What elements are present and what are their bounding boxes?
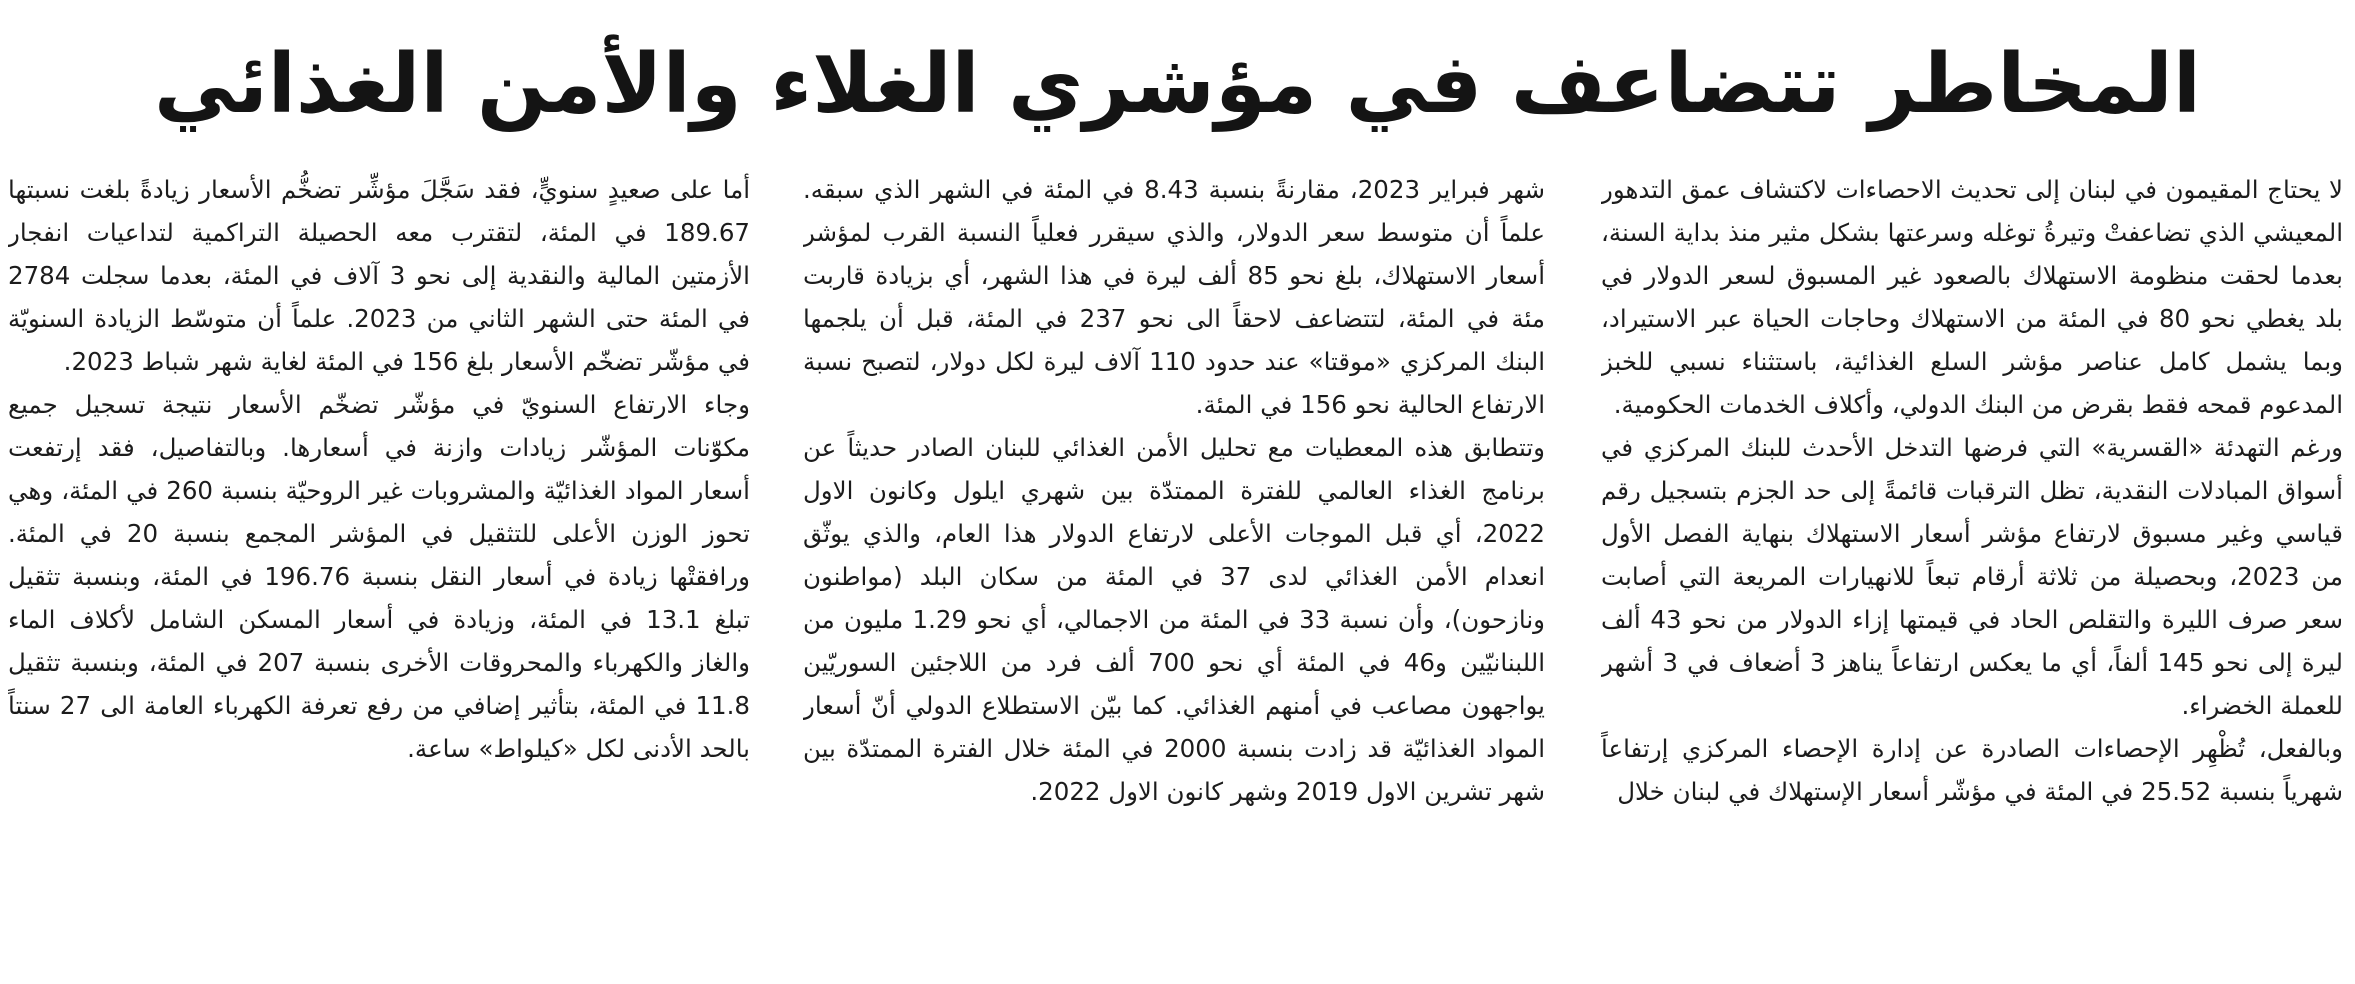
article-column-2 [803, 168, 1545, 958]
article-headline: المخاطر تتضاعف في مؤشري الغلاء والأمن الغذائي [154, 37, 2201, 132]
paragraph: شهر فبراير 2023، مقارنةً بنسبة 8.43 في المئة في الشهر الذي سبقه. علماً أن متوسط سعر الدولار، والذي سيقرر فعلياً النسبة القرب لمؤشر أسعار الاستهلاك، بلغ نحو 85 ألف ليرة في هذا الشهر، أي بزيادة قاربت مئة في المئة، لتتضاعف لاحقاً الى نحو 237 في المئة، قبل أن يلجمها البنك المركزي «موقتا» عند حدود 110 آلاف ليرة لكل دولار، لتصبح نسبة الارتفاع الحالية نحو 156 في المئة. [803, 175, 1545, 419]
article-column-3 [8, 168, 750, 958]
paragraph: ورغم التهدئة «القسرية» التي فرضها التدخل الأحدث للبنك المركزي في أسواق المبادلات النقدية، تظل الترقبات قائمةً إلى حد الجزم بتسجيل رقم قياسي وغير مسبوق لارتفاع مؤشر أسعار الاستهلاك بنهاية الفصل الأول من 2023، وبحصيلة من ثلاثة أرقام تبعاً للانهيارات المريعة التي أصابت سعر صرف الليرة والتقلص الحاد في قيمتها إزاء الدولار من نحو 43 ألف ليرة إلى نحو 145 ألفاً، أي ما يعكس ارتفاعاً يناهز 3 أضعاف في 3 أشهر للعملة الخضراء. [1601, 433, 2343, 720]
article-column-1 [1601, 168, 2343, 958]
paragraph: وجاء الارتفاع السنويّ في مؤشّر تضخّم الأسعار نتيجة تسجيل جميع مكوّنات المؤشّر زيادات وازنة في أسعارها. وبالتفاصيل، فقد إرتفعت أسعار المواد الغذائيّة والمشروبات غير الروحيّة بنسبة 260 في المئة، وهي تحوز الوزن الأعلى للتثقيل في المؤشر المجمع بنسبة 20 في المئة. ورافقتْها زيادة في أسعار النقل بنسبة 196.76 في المئة، وبنسبة تثقيل تبلغ 13.1 في المئة، وزيادة في أسعار المسكن الشامل لأكلاف الماء والغاز والكهرباء والمحروقات الأخرى بنسبة 207 في المئة، وبنسبة تثقيل 11.8 في المئة، بتأثير إضافي من رفع تعرفة الكهرباء العامة الى 27 سنتاً بالحد الأدنى لكل «كيلواط» ساعة. [8, 390, 750, 763]
paragraph: أما على صعيدٍ سنويٍّ، فقد سَجَّلَ مؤشِّر تضخُّم الأسعار زيادةً بلغت نسبتها 189.67 في المئة، لتقترب معه الحصيلة التراكمية لتداعيات انفجار الأزمتين المالية والنقدية إلى نحو 3 آلاف في المئة، بعدما سجلت 2784 في المئة حتى الشهر الثاني من 2023. علماً أن متوسّط الزيادة السنويّة في مؤشّر تضخّم الأسعار بلغ 156 في المئة لغاية شهر شباط 2023. [8, 175, 750, 376]
paragraph: وتتطابق هذه المعطيات مع تحليل الأمن الغذائي للبنان الصادر حديثاً عن برنامج الغذاء العالمي للفترة الممتدّة بين شهري ايلول وكانون الاول 2022، أي قبل الموجات الأعلى لارتفاع الدولار هذا العام، والذي يوثّق انعدام الأمن الغذائي لدى 37 في المئة من سكان البلد (مواطنون ونازحون)، وأن نسبة 33 في المئة من الاجمالي، أي نحو 1.29 مليون من اللبنانيّين و46 في المئة أي نحو 700 ألف فرد من اللاجئين السوريّين يواجهون مصاعب في أمنهم الغذائي. كما بيّن الاستطلاع الدولي أنّ أسعار المواد الغذائيّة قد زادت بنسبة 2000 في المئة خلال الفترة الممتدّة بين شهر تشرين الاول 2019 وشهر كانون الاول 2022. [803, 433, 1545, 806]
paragraph: وبالفعل، تُظْهِر الإحصاءات الصادرة عن إدارة الإحصاء المركزي إرتفاعاً شهرياً بنسبة 25.52 في المئة في مؤشّر أسعار الإستهلاك في لبنان خلال [1601, 734, 2343, 806]
paragraph: لا يحتاج المقيمون في لبنان إلى تحديث الاحصاءات لاكتشاف عمق التدهور المعيشي الذي تضاعفتْ وتيرةُ توغله وسرعتها بشكل مثير منذ بداية السنة، بعدما لحقت منظومة الاستهلاك بالصعود غير المسبوق لسعر الدولار في بلد يغطي نحو 80 في المئة من الاستهلاك وحاجات الحياة عبر الاستيراد، وبما يشمل كامل عناصر مؤشر السلع الغذائية، باستثناء نسبي للخبز المدعوم قمحه فقط بقرض من البنك الدولي، وأكلاف الخدمات الحكومية. [1601, 175, 2343, 419]
